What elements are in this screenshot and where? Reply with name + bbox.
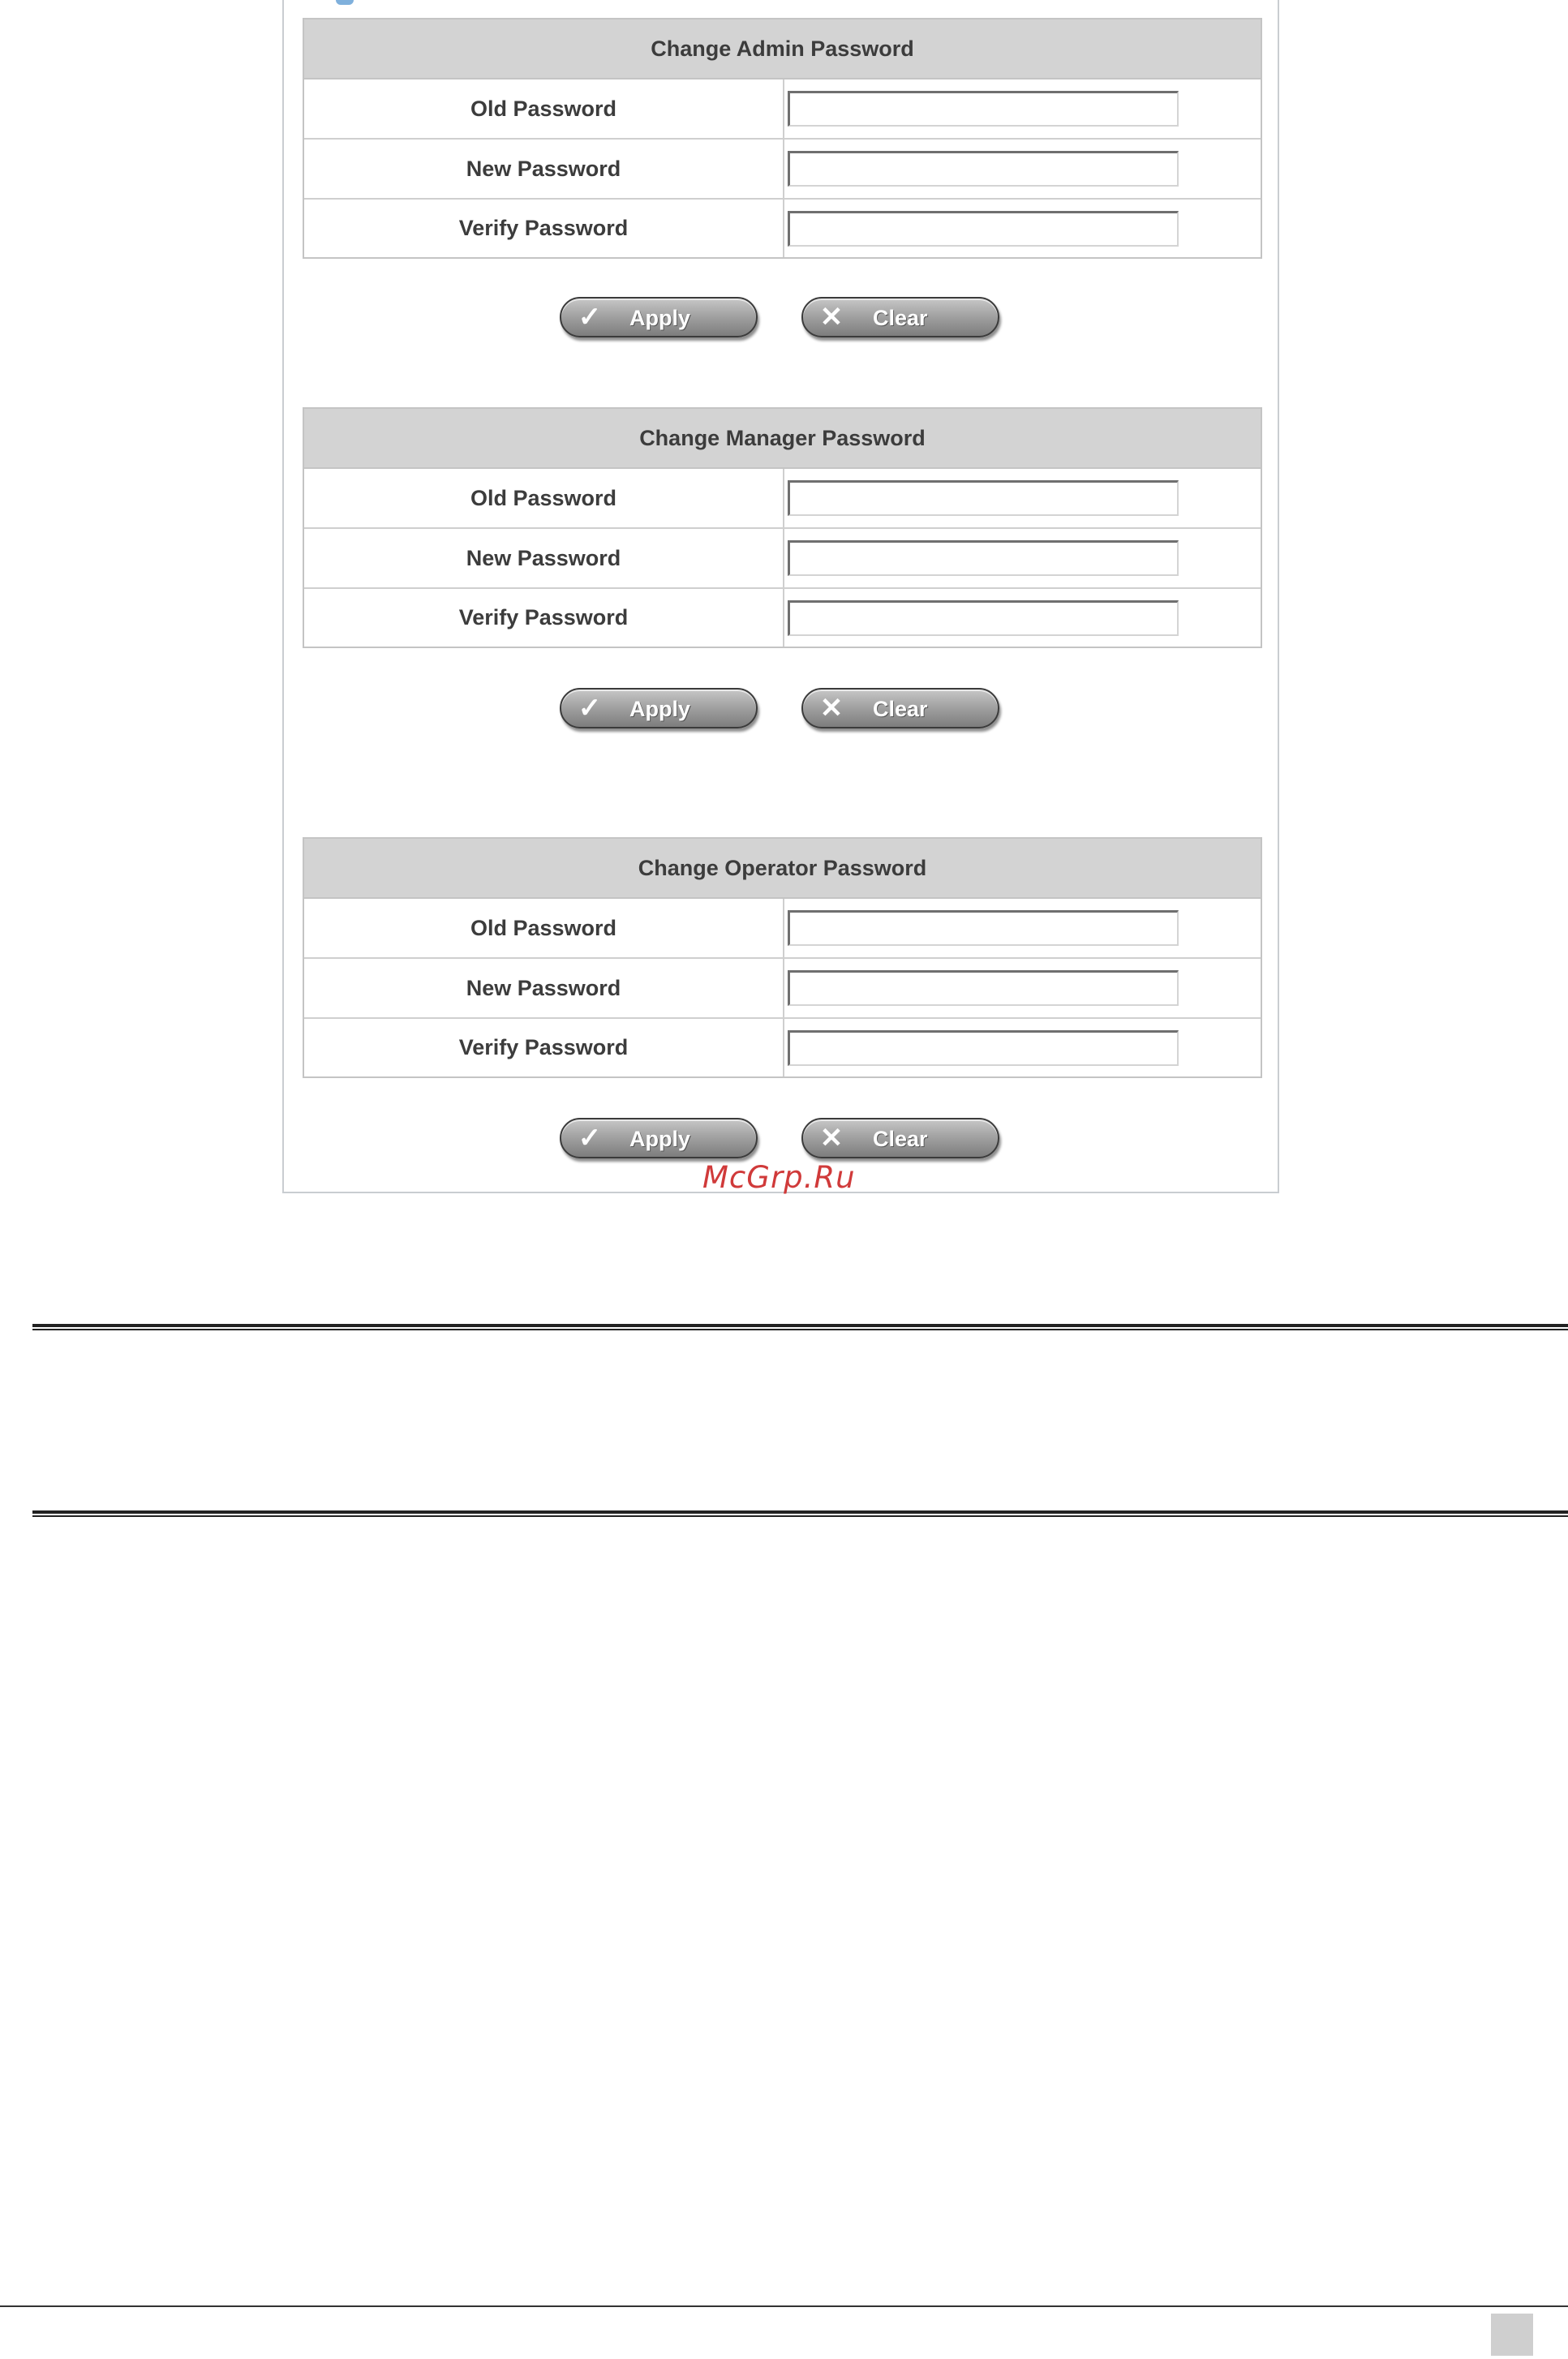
admin-password-table	[303, 18, 1262, 259]
clear-label: Clear	[873, 1127, 928, 1151]
checkmark-icon: ✓	[578, 693, 602, 724]
old-password-label: Old Password	[304, 469, 784, 527]
table-row	[304, 529, 1261, 589]
manager-clear-button[interactable]	[801, 688, 999, 728]
verify-password-label: Verify Password	[304, 589, 784, 647]
table-row	[304, 899, 1261, 959]
manager-verify-password-input[interactable]	[788, 600, 1179, 636]
panel-corner-mark	[336, 0, 354, 5]
manager-apply-button[interactable]	[560, 688, 758, 728]
admin-clear-button[interactable]	[801, 297, 999, 337]
section-title: Change Operator Password	[304, 839, 1261, 899]
table-row	[304, 469, 1261, 529]
checkmark-icon: ✓	[578, 302, 602, 333]
x-icon: ✕	[819, 302, 844, 333]
table-row	[304, 589, 1261, 647]
section-title: Change Admin Password	[304, 19, 1261, 79]
operator-old-password-input[interactable]	[788, 910, 1179, 946]
divider-top	[32, 1324, 1568, 1330]
table-row	[304, 79, 1261, 140]
new-password-label: New Password	[304, 959, 784, 1017]
new-password-label: New Password	[304, 140, 784, 198]
table-row	[304, 200, 1261, 257]
manager-old-password-input[interactable]	[788, 480, 1179, 516]
verify-password-label: Verify Password	[304, 200, 784, 257]
table-row	[304, 959, 1261, 1019]
verify-password-label: Verify Password	[304, 1019, 784, 1076]
manager-new-password-input[interactable]	[788, 540, 1179, 576]
operator-verify-password-input[interactable]	[788, 1030, 1179, 1066]
clear-label: Clear	[873, 697, 928, 721]
operator-new-password-input[interactable]	[788, 970, 1179, 1006]
new-password-label: New Password	[304, 529, 784, 587]
clear-label: Clear	[873, 306, 928, 330]
apply-label: Apply	[629, 697, 691, 721]
old-password-label: Old Password	[304, 79, 784, 138]
admin-apply-button[interactable]	[560, 297, 758, 337]
page-number-box	[1491, 2314, 1533, 2356]
apply-label: Apply	[629, 1127, 691, 1151]
apply-label: Apply	[629, 306, 691, 330]
divider-bottom	[32, 1510, 1568, 1517]
checkmark-icon: ✓	[578, 1123, 602, 1154]
x-icon: ✕	[819, 1123, 844, 1154]
operator-password-table	[303, 837, 1262, 1078]
watermark: McGrp.Ru	[702, 1160, 856, 1195]
section-title: Change Manager Password	[304, 409, 1261, 469]
table-row	[304, 1019, 1261, 1076]
table-row	[304, 140, 1261, 200]
admin-old-password-input[interactable]	[788, 91, 1179, 127]
operator-apply-button[interactable]	[560, 1118, 758, 1158]
x-icon: ✕	[819, 693, 844, 724]
footer-rule	[0, 2305, 1568, 2307]
operator-clear-button[interactable]	[801, 1118, 999, 1158]
old-password-label: Old Password	[304, 899, 784, 957]
manager-password-table	[303, 407, 1262, 648]
admin-verify-password-input[interactable]	[788, 211, 1179, 247]
admin-new-password-input[interactable]	[788, 151, 1179, 187]
